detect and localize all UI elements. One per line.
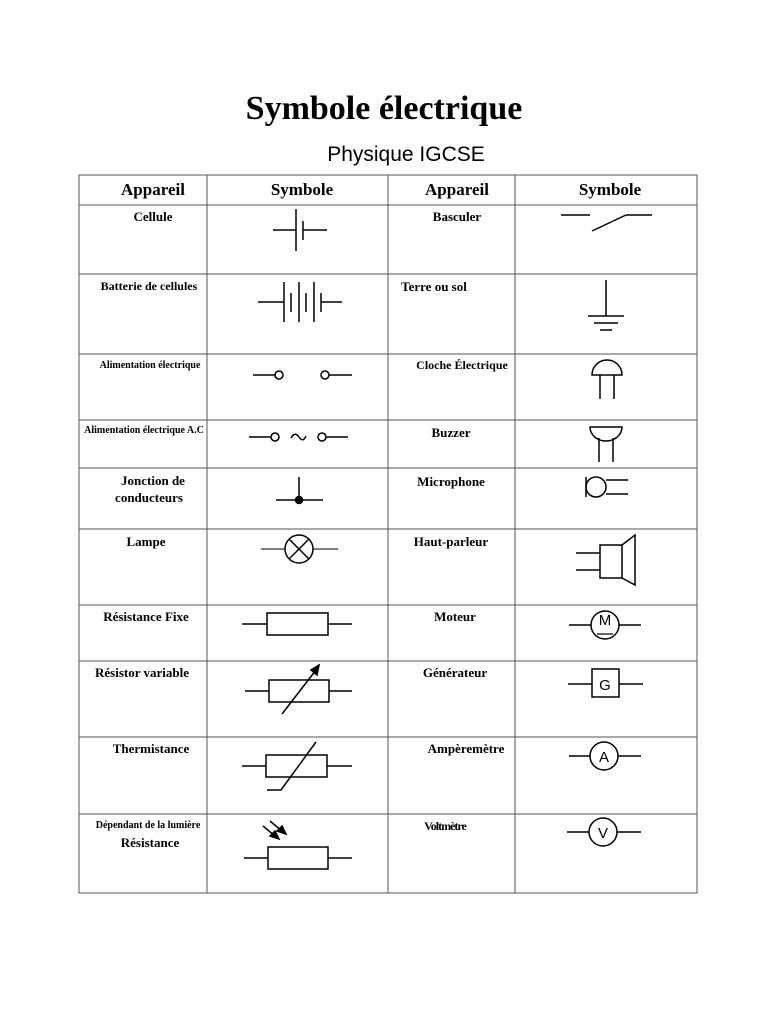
device-label-ammeter: Ampèremètre <box>427 741 505 756</box>
earth-symbol-icon <box>588 280 624 330</box>
voltmeter-letter: V <box>597 825 609 842</box>
device-label-junction-line2: conducteurs <box>115 490 183 505</box>
header-symbol-right: Symbole <box>578 180 642 199</box>
device-label-motor: Moteur <box>434 609 476 624</box>
device-label-lamp: Lampe <box>126 534 166 549</box>
device-label-ldr-line1: Dépendant de la lumière <box>95 820 201 831</box>
device-label-loudspeaker: Haut-parleur <box>413 534 489 549</box>
device-label-cell: Cellule <box>133 209 173 224</box>
header-device-right: Appareil <box>425 180 489 199</box>
loudspeaker-symbol-icon <box>576 535 635 585</box>
junction-symbol-icon <box>276 477 323 504</box>
bell-symbol-icon <box>592 360 622 399</box>
device-label-thermistor: Thermistance <box>112 741 190 756</box>
fixed-resistor-symbol-icon <box>242 613 352 635</box>
device-label-switch: Basculer <box>432 209 482 224</box>
battery-symbol-icon <box>258 282 342 322</box>
device-label-bell: Cloche Électrique <box>416 358 508 372</box>
microphone-symbol-icon <box>586 477 628 497</box>
cell-symbol-icon <box>273 209 327 251</box>
thermistor-symbol-icon <box>242 742 352 790</box>
device-label-generator: Générateur <box>422 665 488 680</box>
buzzer-symbol-icon <box>590 427 622 462</box>
lamp-symbol-icon <box>261 535 338 563</box>
dc-supply-symbol-icon <box>253 371 352 379</box>
ammeter-letter: A <box>598 749 610 766</box>
device-label-buzzer: Buzzer <box>431 425 471 440</box>
header-symbol-left: Symbole <box>270 180 334 199</box>
page-title: Symbole électrique <box>245 90 523 127</box>
device-label-microphone: Microphone <box>417 474 485 489</box>
ldr-symbol-icon <box>244 821 352 869</box>
device-label-ac-supply: Alimentation électrique A.C <box>84 425 204 436</box>
variable-resistor-symbol-icon <box>245 665 352 714</box>
switch-symbol-icon <box>561 215 652 231</box>
header-device-left: Appareil <box>121 180 185 199</box>
motor-letter: M <box>598 612 612 629</box>
device-label-dc-supply: Alimentation électrique <box>99 360 201 371</box>
page-subtitle: Physique IGCSE <box>327 143 485 166</box>
device-label-battery: Batterie de cellules <box>100 279 198 293</box>
device-label-voltmeter: Voltmètre <box>424 819 466 833</box>
ac-supply-symbol-icon <box>249 433 348 441</box>
device-label-junction-line1: Jonction de <box>121 473 185 488</box>
device-label-ldr-line2: Résistance <box>120 835 180 850</box>
generator-letter: G <box>599 677 611 694</box>
device-label-fixed-resistor: Résistance Fixe <box>103 609 189 624</box>
device-label-variable-resistor: Résistor variable <box>95 665 189 680</box>
device-label-earth: Terre ou sol <box>401 279 467 294</box>
